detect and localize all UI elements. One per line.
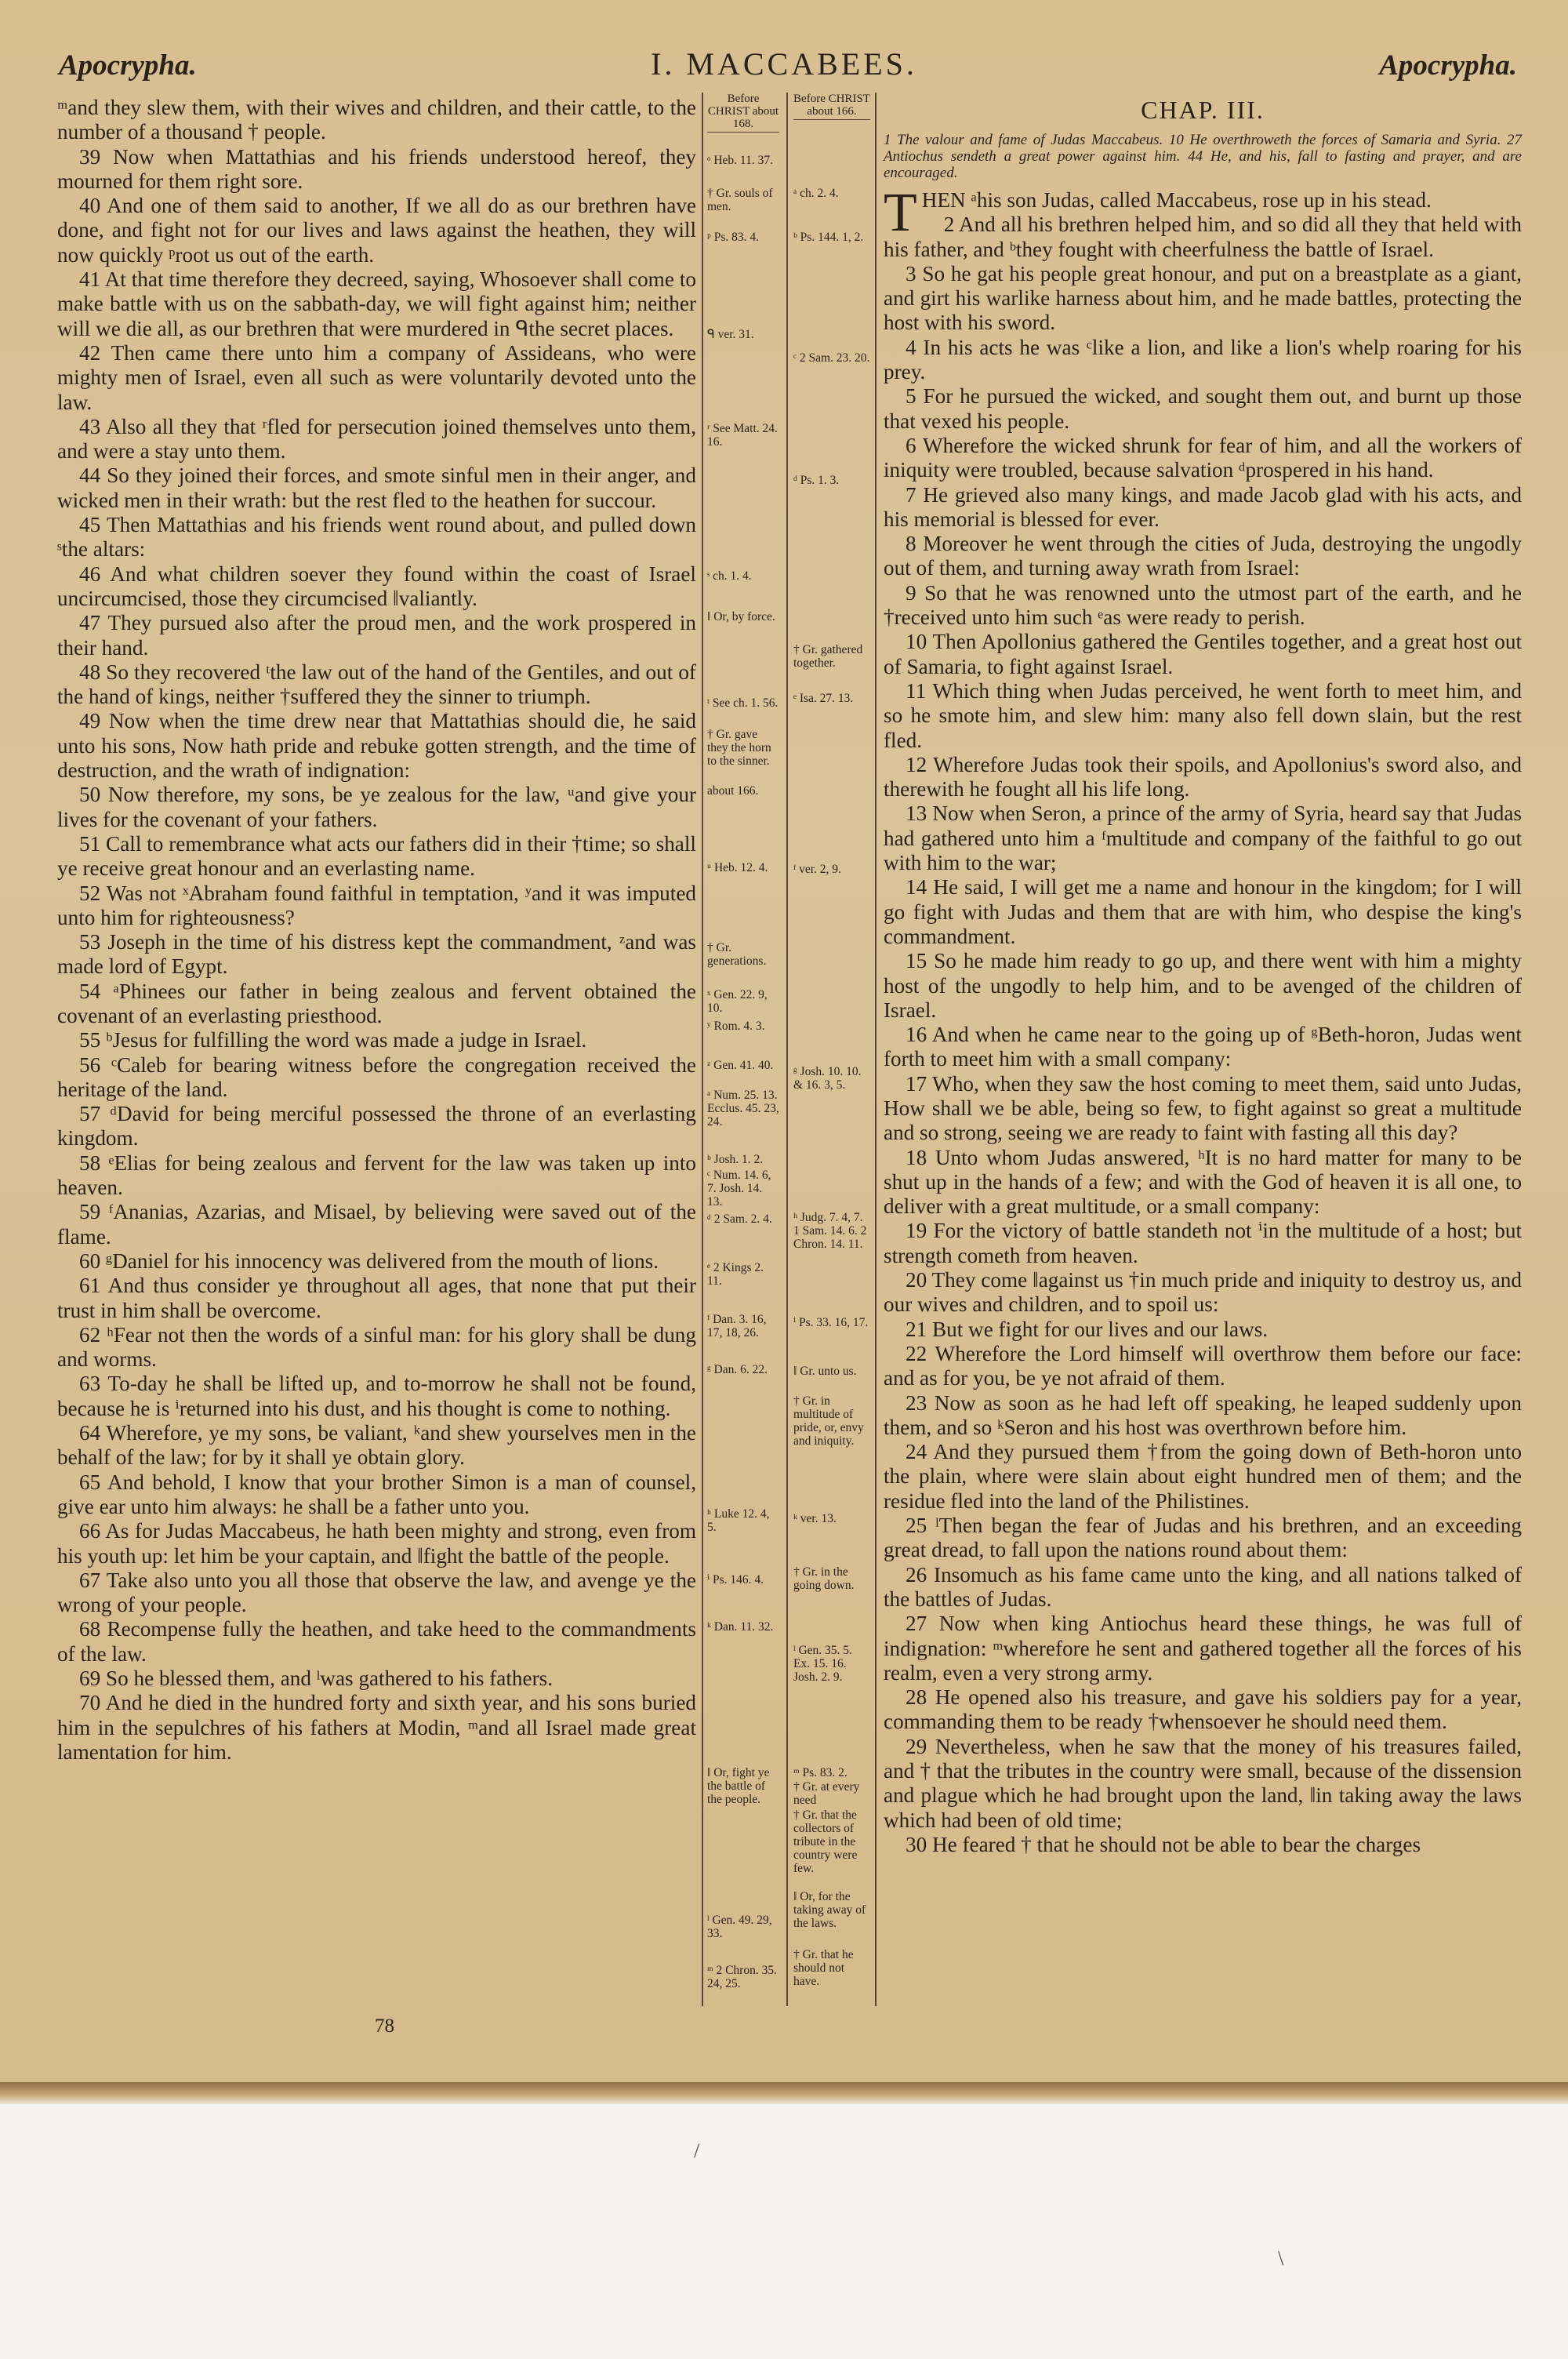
running-head-left: Apocrypha.: [59, 49, 197, 82]
column-rule: [786, 93, 788, 2006]
margin-note: † Gr. gave they the horn to the sinner.: [707, 728, 771, 768]
margin-note: ᵍ Josh. 10. 10. & 16. 3, 5.: [793, 1065, 862, 1092]
margin-note: ᶠ ver. 2, 9.: [793, 863, 841, 876]
margin-note: † Gr. gathered together.: [793, 643, 863, 670]
margin-note: † Gr. souls of men.: [707, 187, 773, 213]
verse: 39 Now when Mattathias and his friends understood hereof, they mourned for them right sore.: [57, 144, 696, 193]
verse: 64 Wherefore, ye my sons, be valiant, ᵏand shew yourselves men in the behalf of the law; for by it shall ye obtain glory.: [57, 1421, 696, 1470]
margin-note: ᵏ Dan. 11. 32.: [707, 1620, 774, 1634]
verse: 55 ᵇJesus for fulfilling the word was made a judge in Israel.: [79, 1028, 587, 1052]
margin-note: ᶠ Dan. 3. 16, 17, 18, 26.: [707, 1313, 767, 1339]
verse: 6 Wherefore the wicked shrunk for fear of him, and all the workers of iniquity were troubled, because salvation ᵈprospered in his hand.: [884, 433, 1522, 482]
margin-note: ˡ Gen. 49. 29, 33.: [707, 1914, 772, 1940]
verse: 47 They pursued also after the proud men, and the work prospered in their hand.: [57, 611, 696, 660]
verse: 67 Take also unto you all those that observe the law, and avenge ye the wrong of your people.: [57, 1568, 696, 1617]
verse: 15 So he made him ready to go up, and there went with him a mighty host of the ungodly to help him, and to be avenged of the children of Israel.: [884, 949, 1522, 1022]
margin-note: † Gr. in multitude of pride, or, envy and iniquity.: [793, 1394, 864, 1448]
verse: 63 To-day he shall be lifted up, and to-morrow he shall not be found, because he is ⁱreturned into his dust, and his thought is come to nothing.: [57, 1372, 696, 1420]
verse: 46 And what children soever they found within the coast of Israel uncircumcised, those they circumcised ‖valiantly.: [57, 562, 696, 610]
verse: 7 He grieved also many kings, and made Jacob glad with his acts, and his memorial is blessed for ever.: [884, 482, 1522, 531]
margin-note: † Gr. that the collectors of tribute in the country were few.: [793, 1808, 858, 1875]
chapter-heading: CHAP. III.: [1141, 96, 1265, 124]
margin-note: ᵈ Ps. 1. 3.: [793, 474, 840, 487]
verse: 52 Was not ˣAbraham found faithful in temptation, ʸand it was imputed unto him for righteousness?: [57, 881, 696, 929]
pencil-mark: \: [1278, 2247, 1284, 2270]
margin-note: † Gr. in the going down.: [793, 1565, 855, 1592]
verse: 11 Which thing when Judas perceived, he went forth to meet him, and so he smote him, and slew him: many also fell down slain, but the rest fled.: [884, 678, 1522, 752]
verse: 61 And thus consider ye throughout all ages, that none that put their trust in him shall be overcome.: [57, 1274, 696, 1322]
margin-note: ᵇ Ps. 144. 1, 2.: [793, 231, 864, 244]
column-rule: [702, 93, 703, 2006]
verse: 45 Then Mattathias and his friends went round about, and pulled down ˢthe altars:: [57, 513, 696, 562]
verse: 70 And he died in the hundred forty and sixth year, and his sons buried him in the sepulchres of his fathers at Modin, ᵐand all Israel made great lamentation for him.: [57, 1691, 696, 1764]
margin-note: ʰ Judg. 7. 4, 7. 1 Sam. 14. 6. 2 Chron. 14. 11.: [793, 1211, 867, 1251]
margin-note: ᵈ 2 Sam. 2. 4.: [707, 1212, 772, 1226]
margin-note: ᵒ Heb. 11. 37.: [707, 154, 773, 167]
verse: 17 Who, when they saw the host coming to meet them, said unto Judas, How shall we be able, being so few, to fight against so great a multitude and so strong, seeing we are ready to faint with fasting all this day?: [884, 1071, 1522, 1145]
margin-references-b: [793, 93, 870, 1988]
verse: 20 They come ‖against us †in much pride and iniquity to destroy us, and our wives and children, and to spoil us:: [884, 1268, 1522, 1317]
verse: 58 ᵉElias for being zealous and fervent for the law was taken up into heaven.: [57, 1150, 696, 1200]
verse: 21 But we fight for our lives and our laws.: [906, 1317, 1269, 1341]
verse: 66 As for Judas Maccabeus, he hath been mighty and strong, even from his youth up: let him be your captain, and ‖fight the battle of the people.: [57, 1519, 696, 1568]
running-head-right: Apocrypha.: [1379, 49, 1517, 82]
margin-note: ‖ Or, for the taking away of the laws.: [793, 1890, 866, 1930]
verse: 68 Recompense fully the heathen, and take heed to the commandments of the law.: [57, 1617, 696, 1666]
verse: HEN ᵃhis son Judas, called Maccabeus, rose up in his stead.: [921, 188, 1432, 212]
margin-note: ᵍ Dan. 6. 22.: [707, 1363, 768, 1376]
margin-note: ʳ See Matt. 24. 16.: [707, 422, 778, 449]
page-edge: [0, 2082, 1568, 2104]
margin-note: ᶜ Num. 14. 6, 7. Josh. 14. 13.: [707, 1169, 771, 1209]
verse: 42 Then came there unto him a company of Assideans, who were mighty men of Israel, even all such as were voluntarily devoted unto the law.: [57, 340, 696, 414]
margin-note: ‖ Gr. unto us.: [793, 1365, 857, 1378]
margin-note: ᵐ Ps. 83. 2.: [793, 1766, 848, 1779]
margin-note: ʰ Luke 12. 4, 5.: [707, 1507, 770, 1534]
verse: 30 He feared † that he should not be able to bear the charges: [906, 1832, 1421, 1856]
margin-note: ⁱ Ps. 146. 4.: [707, 1573, 764, 1587]
verse: 57 ᵈDavid for being merciful possessed the throne of an everlasting kingdom.: [57, 1102, 696, 1150]
verse: 44 So they joined their forces, and smote sinful men in their anger, and wicked men in their wrath: but the rest fled to the heathen for succour.: [57, 463, 696, 512]
margin-note: ˡ Gen. 35. 5. Ex. 15. 16. Josh. 2. 9.: [793, 1644, 852, 1684]
verse: 8 Moreover he went through the cities of Juda, destroying the ungodly out of them, and turning away wrath from Israel:: [884, 532, 1522, 580]
verse: ᵐand they slew them, with their wives and children, and their cattle, to the number of a thousand † people.: [57, 96, 696, 144]
pencil-mark: /: [694, 2139, 700, 2162]
margin-date-head: Before CHRIST about 168.: [707, 93, 779, 133]
verse: 56 ᶜCaleb for bearing witness before the congregation received the heritage of the land.: [57, 1052, 696, 1101]
verse: 5 For he pursued the wicked, and sought them out, and burnt up those that vexed his people.: [884, 384, 1522, 433]
margin-note: ᵉ 2 Kings 2. 11.: [707, 1261, 764, 1288]
verse: 60 ᵍDaniel for his innocency was delivered from the mouth of lions.: [79, 1249, 659, 1273]
verse: 25 ˡThen began the fear of Judas and his brethren, and an exceeding great dread, to fall upon the nations round about them:: [884, 1514, 1522, 1562]
verse: 18 Unto whom Judas answered, ʰIt is no hard matter for many to be shut up in the hands of a few; and with the God of heaven it is all one, to deliver with a great multitude, or a small company:: [884, 1145, 1522, 1219]
verse: 3 So he gat his people great honour, and put on a breastplate as a giant, and girt his warlike harness about him, and he made battles, protecting the host with his sword.: [884, 261, 1522, 335]
margin-note: ᵖ Ps. 83. 4.: [707, 231, 759, 244]
verse: 29 Nevertheless, when he saw that the money of his treasures failed, and † that the tributes in the country were small, because of the dissension and plague which he had brought upon the land, ‖in taking away the laws which had been of old time;: [884, 1734, 1522, 1832]
verse: 40 And one of them said to another, If we all do as our brethren have done, and fight not for our lives and laws against the heathen, they will now quickly ᵖroot us out of the earth.: [57, 194, 696, 267]
verse: 16 And when he came near to the going up of ᵍBeth-horon, Judas went forth to meet him with a small company:: [884, 1023, 1522, 1071]
verse: 49 Now when the time drew near that Mattathias should die, he said unto his sons, Now hath pride and rebuke gotten strength, and the time of destruction, and the wrath of indignation:: [57, 709, 696, 783]
verse: 13 Now when Seron, a prince of the army of Syria, heard say that Judas had gathered unto him a ᶠmultitude and company of the faithful to go out with him to the war;: [884, 801, 1522, 875]
verse: 12 Wherefore Judas took their spoils, and Apollonius's sword also, and therewith he fought all his life long.: [884, 752, 1522, 801]
margin-note: ᵉ Isa. 27. 13.: [793, 692, 854, 705]
verse: 48 So they recovered ᵗthe law out of the hand of the Gentiles, and out of the hand of kings, neither †suffered they the sinner to triumph.: [57, 660, 696, 709]
margin-note: † Gr. that he should not have.: [793, 1948, 854, 1988]
verse: 2 And all his brethren helped him, and so did all they that held with his father, and ᵇthey fought with cheerfulness the battle of Israel.: [884, 213, 1522, 261]
drop-cap: T: [884, 183, 917, 243]
verse: 9 So that he was renowned unto the utmost part of the earth, and he †received unto him such ᵉas were ready to perish.: [884, 580, 1522, 630]
margin-note: ‖ Or, fight ye the battle of the people.: [707, 1766, 770, 1806]
margin-note: ᵃ Num. 25. 13. Ecclus. 45. 23, 24.: [707, 1089, 779, 1129]
margin-note: ᶜ 2 Sam. 23. 20.: [793, 351, 870, 365]
right-text-column: [884, 183, 1522, 1857]
verse: 65 And behold, I know that your brother Simon is a man of counsel, give ear unto him always: he shall be a father unto you.: [57, 1470, 696, 1518]
verse: 53 Joseph in the time of his distress kept the commandment, ᶻand was made lord of Egypt.: [57, 930, 696, 979]
verse: 69 So he blessed them, and ˡwas gathered to his fathers.: [79, 1667, 554, 1690]
margin-note: ᶻ Gen. 41. 40.: [707, 1059, 774, 1072]
margin-note: ᵏ ver. 13.: [793, 1512, 837, 1525]
margin-references-a: [707, 93, 779, 1990]
chapter-summary: 1 The valour and fame of Judas Maccabeus. 10 He overthroweth the forces of Samaria and Syria. 27 Antiochus sendeth a great power against him. 44 He, and his, fall to fasting and prayer, and are encouraged.: [884, 132, 1522, 181]
verse: 43 Also all they that ʳfled for persecution joined themselves unto them, and were a stay unto them.: [57, 414, 696, 463]
margin-note: about 166.: [707, 784, 759, 798]
scanner-background: [0, 2104, 1568, 2359]
margin-note: ‖ Or, by force.: [707, 610, 775, 623]
verse: 59 ᶠAnanias, Azarias, and Misael, by believing were saved out of the flame.: [57, 1200, 696, 1249]
margin-note: ʸ Rom. 4. 3.: [707, 1020, 765, 1033]
verse: 27 Now when king Antiochus heard these things, he was full of indignation: ᵐwherefore he sent and gathered together all the forces of his realm, even a very strong army.: [884, 1612, 1522, 1685]
margin-date-head: Before CHRIST about 166.: [793, 93, 870, 120]
verse: 41 At that time therefore they decreed, saying, Whosoever shall come to make battle with us on the sabbath-day, we will fight against him; neither will we die all, as our brethren that were murdered in ᑫthe secret places.: [57, 267, 696, 340]
verse: 22 Wherefore the Lord himself will overthrow them before our face: and as for you, be ye not afraid of them.: [884, 1341, 1522, 1390]
verse: 14 He said, I will get me a name and honour in the kingdom; for I will go fight with Judas and them that are with him, who despise the king's commandment.: [884, 875, 1522, 948]
margin-note: ᵗ See ch. 1. 56.: [707, 696, 779, 710]
margin-note: ˢ ch. 1. 4.: [707, 569, 752, 583]
margin-note: ᑫ ver. 31.: [707, 328, 754, 341]
margin-note: † Gr. generations.: [707, 941, 767, 968]
verse: 19 For the victory of battle standeth not ⁱin the multitude of a host; but strength cometh from heaven.: [884, 1219, 1522, 1267]
verse: 23 Now as soon as he had left off speaking, he leaped suddenly upon them, and so ᵏSeron and his host was overthrown before him.: [884, 1390, 1522, 1439]
margin-note: ⁱ Ps. 33. 16, 17.: [793, 1316, 869, 1329]
margin-note: ᵐ 2 Chron. 35. 24, 25.: [707, 1964, 777, 1990]
margin-note: ᵘ Heb. 12. 4.: [707, 861, 768, 874]
margin-note: † Gr. at every need: [793, 1780, 860, 1807]
verse: 51 Call to remembrance what acts our fathers did in their †time; so shall ye receive great honour and an everlasting name.: [57, 831, 696, 881]
margin-note: ᵃ ch. 2. 4.: [793, 187, 839, 200]
verse: 24 And they pursued them †from the going down of Beth-horon unto the plain, where were slain about eight hundred men of them; and the residue fled into the land of the Philistines.: [884, 1440, 1522, 1513]
running-head-title: I. MACCABEES.: [651, 46, 917, 82]
verse: 26 Insomuch as his fame came unto the king, and all nations talked of the battles of Judas.: [884, 1562, 1522, 1611]
column-rule: [875, 93, 877, 2006]
verse: 4 In his acts he was ᶜlike a lion, and like a lion's whelp roaring for his prey.: [884, 335, 1522, 384]
margin-note: ˣ Gen. 22. 9, 10.: [707, 988, 768, 1015]
verse: 50 Now therefore, my sons, be ye zealous for the law, ᵘand give your lives for the covenant of your fathers.: [57, 783, 696, 831]
verse: 62 ʰFear not then the words of a sinful man: for his glory shall be dung and worms.: [57, 1322, 696, 1372]
verse: 54 ᵃPhinees our father in being zealous and fervent obtained the covenant of an everlasting priesthood.: [57, 979, 696, 1027]
verse: 28 He opened also his treasure, and gave his soldiers pay for a year, commanding them to be ready †whensoever he should need them.: [884, 1685, 1522, 1734]
verse: 10 Then Apollonius gathered the Gentiles together, and a great host out of Samaria, to fight against Israel.: [884, 630, 1522, 678]
left-text-column: [57, 96, 696, 1765]
margin-note: ᵇ Josh. 1. 2.: [707, 1153, 764, 1166]
page-number: 78: [375, 2016, 394, 2037]
